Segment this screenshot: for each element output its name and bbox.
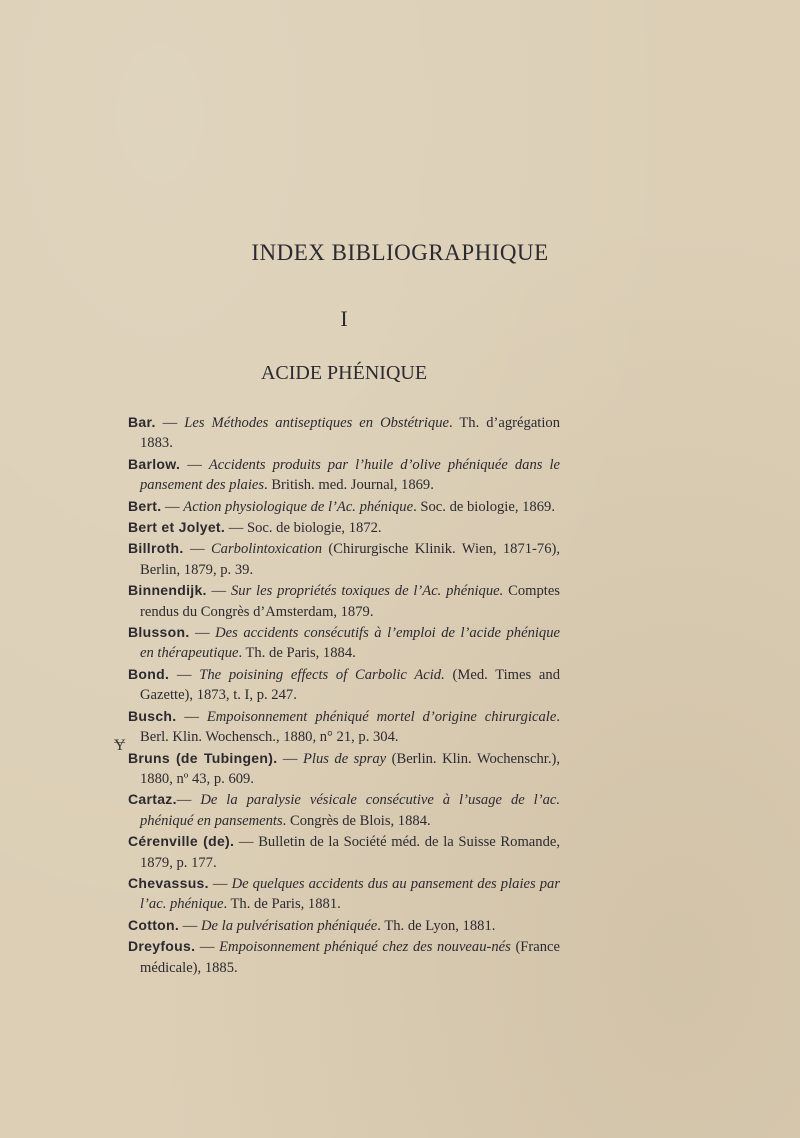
entry-publication: . Berl. Klin. Wochensch., 1880, n° 21, p. 304. bbox=[140, 708, 561, 746]
entry-separator: — bbox=[169, 666, 200, 683]
entry-publication: Bulletin de la Société méd. de la Suisse Romande, 1879, p. 177. bbox=[140, 834, 561, 871]
bibliography-entry bbox=[128, 517, 560, 538]
entry-author: Cartaz. bbox=[128, 791, 177, 808]
section-title: ACIDE PHÉNIQUE bbox=[260, 362, 428, 384]
bibliography-entry bbox=[128, 496, 560, 517]
entry-title: Des accidents consécutifs à l’emploi de l’acide phénique en thérapeutique bbox=[140, 625, 560, 662]
entry-title: Empoisonnement phéniqué mortel d’origine chirurgicale bbox=[206, 708, 557, 725]
entry-author: Bruns (de Tubingen). bbox=[128, 749, 278, 766]
entry-separator: — bbox=[176, 708, 207, 725]
entry-separator: — bbox=[195, 939, 220, 956]
entry-title: Accidents produits par l’huile d’olive phéniquée dans le pansement des plaies bbox=[140, 456, 561, 494]
entry-title: The poisining effects of Carbolic Acid. bbox=[199, 666, 445, 683]
entry-publication: (Med. Times and Gazette), 1873, t. I, p. 247. bbox=[140, 666, 560, 704]
page-title: INDEX BIBLIOGRAPHIQUE bbox=[251, 240, 549, 265]
entry-separator: — bbox=[180, 456, 209, 473]
bibliography-entry bbox=[128, 580, 560, 622]
entry-title: De la paralysie vésicale consécutive à l’usage de l’ac. phéniqué en pansements bbox=[140, 792, 560, 829]
entry-title: Sur les propriétés toxiques de l’Ac. phénique. bbox=[230, 583, 504, 600]
entry-separator: — bbox=[155, 415, 185, 431]
bibliography-entry bbox=[128, 706, 560, 748]
entry-separator: — bbox=[206, 583, 231, 600]
entry-title: Action physiologique de l’Ac. phénique bbox=[183, 498, 414, 515]
entry-author: Billroth. bbox=[128, 540, 184, 557]
bibliography-entry bbox=[128, 664, 560, 706]
entry-publication: . Th. de Lyon, 1881. bbox=[377, 917, 496, 934]
bibliography-entry bbox=[128, 412, 560, 454]
bibliography-entry bbox=[128, 789, 560, 831]
entry-title: De quelques accidents dus au pansement des plaies par l’ac. phénique bbox=[140, 875, 560, 913]
bibliography-entry bbox=[128, 873, 560, 915]
entry-publication: (France médicale), 1885. bbox=[140, 939, 561, 976]
entry-publication: . Th. de Paris, 1881. bbox=[223, 896, 341, 913]
entry-title: Carbolintoxication bbox=[210, 541, 323, 558]
entry-title: Empoisonnement phéniqué chez des nouveau-nés bbox=[219, 939, 511, 956]
entry-author: Cérenville (de). bbox=[128, 833, 235, 850]
entry-separator: — bbox=[189, 625, 216, 642]
entry-separator: — bbox=[234, 834, 259, 851]
bibliography-entry bbox=[128, 831, 560, 873]
entry-title: De la pulvérisation phéniquée bbox=[200, 917, 378, 934]
entry-separator: — bbox=[225, 520, 247, 537]
entry-title: Plus de spray bbox=[302, 750, 387, 767]
entry-publication: . Th. d’agrégation 1883. bbox=[140, 415, 560, 452]
bibliography-entry bbox=[128, 454, 560, 496]
entry-separator: — bbox=[179, 917, 201, 934]
bibliography-entry bbox=[128, 936, 560, 978]
entry-separator: — bbox=[183, 541, 211, 558]
entry-title: Les Méthodes antiseptiques en Obstétrique bbox=[184, 415, 449, 431]
entry-author: Chevassus. bbox=[128, 874, 209, 891]
entry-publication: (Chirurgische Klinik. Wien, 1871-76), Berlin, 1879, p. 39. bbox=[140, 541, 560, 578]
entry-publication: (Berlin. Klin. Wochenschr.), 1880, nº 43, p. 609. bbox=[140, 750, 560, 787]
entry-author: Bert. bbox=[128, 497, 162, 514]
bibliography-entry bbox=[128, 748, 560, 790]
entry-publication: . Congrès de Blois, 1884. bbox=[282, 812, 431, 829]
entry-publication: Soc. de biologie, 1872. bbox=[246, 520, 382, 537]
entry-separator: — bbox=[277, 750, 303, 767]
entry-separator: — bbox=[208, 875, 232, 892]
entry-author: Dreyfous. bbox=[128, 938, 196, 955]
bibliography-entry bbox=[128, 915, 560, 936]
entry-author: Blusson. bbox=[128, 624, 190, 641]
entry-separator: — bbox=[161, 498, 184, 515]
entry-author: Busch. bbox=[128, 707, 177, 724]
entry-publication: . British. med. Journal, 1869. bbox=[264, 477, 434, 494]
entry-author: Bar. bbox=[128, 414, 156, 430]
part-numeral: I bbox=[340, 306, 348, 331]
entry-author: Barlow. bbox=[128, 455, 181, 472]
bibliography-entry bbox=[128, 622, 560, 664]
bibliography-list bbox=[128, 412, 560, 978]
entry-author: Bert et Jolyet. bbox=[128, 519, 226, 536]
bibliography-entry bbox=[128, 538, 560, 580]
entry-author: Bond. bbox=[128, 665, 170, 682]
entry-author: Cotton. bbox=[128, 916, 180, 933]
handwritten-margin-mark: Ɏ bbox=[114, 737, 126, 754]
entry-publication: . Soc. de biologie, 1869. bbox=[413, 498, 555, 515]
entry-publication: Comptes rendus du Congrès d’Amsterdam, 1879. bbox=[140, 583, 560, 620]
entry-separator: — bbox=[176, 792, 201, 809]
entry-author: Binnendijk. bbox=[128, 582, 207, 599]
entry-publication: . Th. de Paris, 1884. bbox=[238, 645, 356, 662]
